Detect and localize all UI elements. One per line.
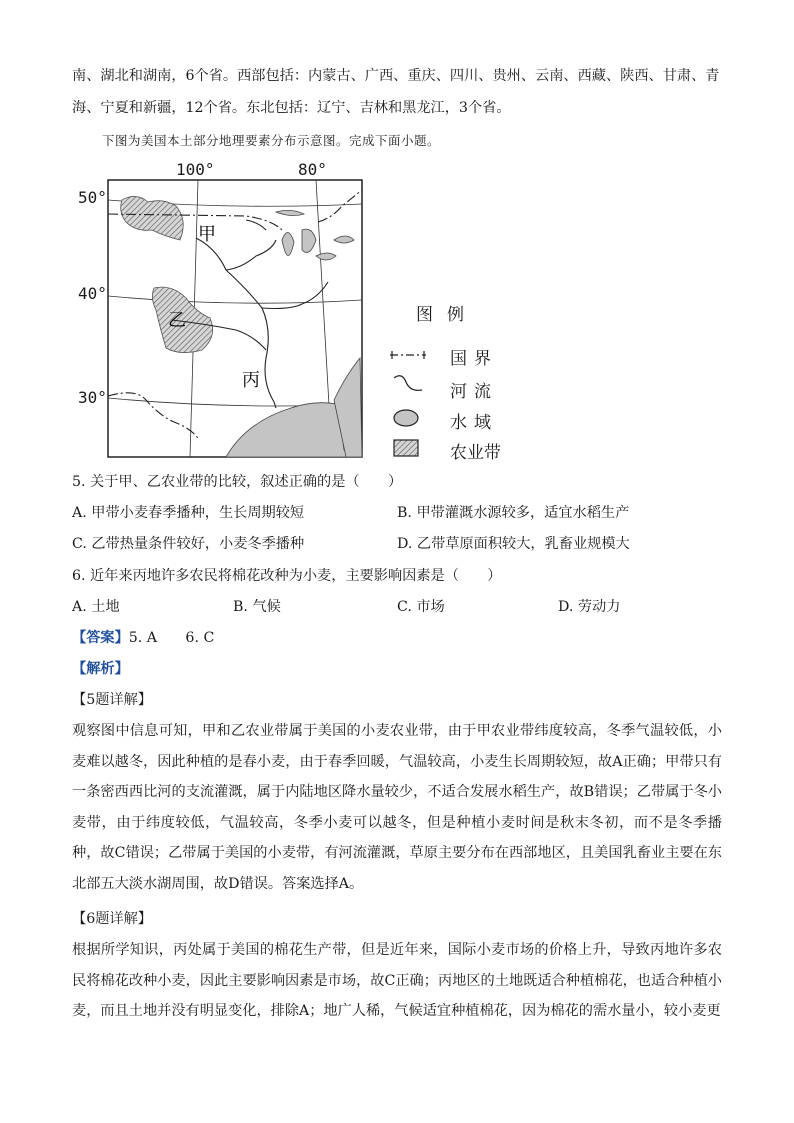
- legend-label-border: 国界: [450, 349, 498, 369]
- region-jia: 甲: [198, 224, 216, 245]
- legend-label-water: 水域: [450, 413, 498, 433]
- q6-option-c: C. 市场: [397, 599, 445, 615]
- border-legend-icon: [390, 351, 426, 359]
- answer-tag: 【答案】: [72, 630, 129, 646]
- lat-label-40: 40°: [78, 284, 107, 303]
- analysis-tag: 【解析】: [72, 661, 129, 677]
- usa-map-figure: [76, 160, 536, 463]
- detail-6-tag: 【6题详解】: [72, 911, 152, 927]
- q5-option-d: D. 乙带草原面积较大，乳畜业规模大: [397, 536, 630, 552]
- lat-label-30: 30°: [78, 388, 107, 407]
- q6-option-d: D. 劳动力: [558, 599, 621, 615]
- lat-label-50: 50°: [78, 188, 107, 207]
- q5-option-a: A. 甲带小麦春季播种，生长周期较短: [72, 505, 305, 521]
- question-6-stem: 6. 近年来丙地许多农民将棉花改种为小麦，主要影响因素是（ ）: [72, 568, 502, 584]
- region-yi: 乙: [168, 310, 186, 331]
- water-legend-icon: [394, 410, 418, 426]
- q5-option-b: B. 甲带灌溉水源较多，适宜水稻生产: [397, 505, 630, 521]
- region-bing: 丙: [242, 370, 260, 391]
- answer-line: [72, 628, 214, 648]
- answer-text: 5. A 6. C: [128, 630, 215, 646]
- legend-label-farm-belt: 农业带: [450, 443, 501, 463]
- farm-belt-legend-icon: [394, 440, 418, 456]
- q5-option-c: C. 乙带热量条件较好，小麦冬季播种: [72, 536, 305, 552]
- legend-title: 图例: [416, 305, 478, 325]
- question-5-stem: 5. 关于甲、乙农业带的比较，叙述正确的是（ ）: [72, 474, 403, 490]
- q6-option-a: A. 土地: [72, 599, 120, 615]
- map-caption: 下图为美国本土部分地理要素分布示意图。完成下面小题。: [102, 133, 441, 148]
- legend-symbols: [390, 351, 426, 456]
- detail-5-tag: 【5题详解】: [72, 692, 152, 708]
- river-legend-icon: [394, 376, 422, 391]
- detail-5-text: 观察图中信息可知，甲和乙农业带属于美国的小麦农业带，由于甲农业带纬度较高，冬季气温较低，小麦难以越冬，因此种植的是春小麦，由于春季回暖，气温较高，小麦生长周期较短，故A正确；甲带只有一条密西西比河的支流灌溉，属于内陆地区降水量较少，不适合发展水稻生产，故B错误；乙带属于冬小麦带，由于纬度较低，气温较高，冬季小麦可以越冬，但是种植小麦时间是秋末冬初，而不是冬季播种，故C错误；乙带属于美国的小麦带，有河流灌溉，草原主要分布在西部地区，且美国乳畜业主要在东北部五大淡水湖周围，故D错误。答案选择A。: [72, 723, 722, 892]
- lon-label-100: 100°: [176, 160, 215, 179]
- lon-label-80: 80°: [298, 160, 327, 179]
- detail-6-text: 根据所学知识，丙处属于美国的棉花生产带，但是近年来，国际小麦市场的价格上升，导致丙地许多农民将棉花改种小麦，因此主要影响因素是市场，故C正确；丙地区的土地既适合种植棉花，也适合种植小麦，而且土地并没有明显变化，排除A；地广人稀，气候适宜种植棉花，因为棉花的需水量小，较小麦更: [72, 942, 722, 1019]
- legend-label-river: 河流: [450, 382, 498, 402]
- q6-option-b: B. 气候: [233, 599, 281, 615]
- intro-line-1: 南、湖北和湖南，6个省。西部包括：内蒙古、广西、重庆、四川、贵州、云南、西藏、陕西、甘肃、青: [72, 68, 720, 84]
- intro-line-2: 海、宁夏和新疆，12个省。东北包括：辽宁、吉林和黑龙江，3个省。: [72, 100, 511, 116]
